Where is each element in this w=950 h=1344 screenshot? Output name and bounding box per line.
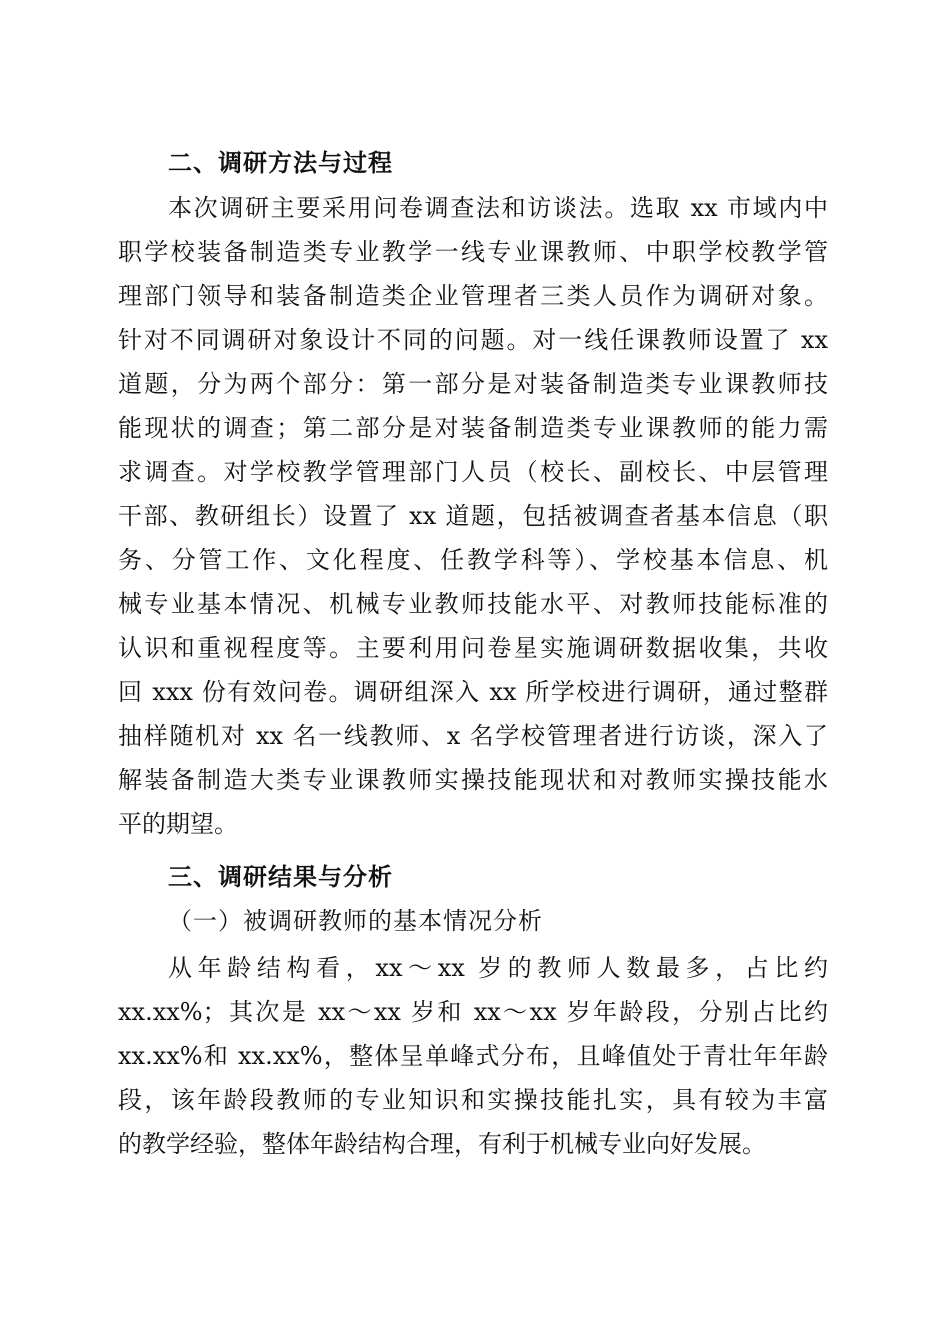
paragraph-line: 道题，分为两个部分：第一部分是对装备制造类专业课教师技 [118, 370, 828, 398]
paragraph-line: 针对不同调研对象设计不同的问题。对一线任课教师设置了 xx [118, 326, 828, 354]
paragraph-line: 理部门领导和装备制造类企业管理者三类人员作为调研对象。 [118, 282, 828, 310]
paragraph-line: xx.xx%；其次是 xx～xx 岁和 xx～xx 岁年龄段，分别占比约 [118, 998, 828, 1026]
paragraph-line: 干部、教研组长）设置了 xx 道题，包括被调查者基本信息（职 [118, 502, 828, 530]
paragraph-line: 本次调研主要采用问卷调查法和访谈法。选取 xx 市域内中 [168, 194, 828, 222]
paragraph-line: 平的期望。 [118, 810, 238, 838]
paragraph-line: 能现状的调查；第二部分是对装备制造类专业课教师的能力需 [118, 414, 828, 442]
paragraph-line: xx.xx%和 xx.xx%，整体呈单峰式分布，且峰值处于青壮年年龄 [118, 1042, 828, 1070]
paragraph-line: 械专业基本情况、机械专业教师技能水平、对教师技能标准的 [118, 590, 828, 618]
paragraph-line: 从年龄结构看，xx～xx 岁的教师人数最多，占比约 [168, 954, 828, 982]
paragraph-line: 抽样随机对 xx 名一线教师、x 名学校管理者进行访谈，深入了 [118, 722, 828, 750]
paragraph-line: 段，该年龄段教师的专业知识和实操技能扎实，具有较为丰富 [118, 1086, 828, 1114]
paragraph-line: 认识和重视程度等。主要利用问卷星实施调研数据收集，共收 [118, 634, 828, 662]
paragraph-line: 务、分管工作、文化程度、任教学科等）、学校基本信息、机 [118, 546, 828, 574]
paragraph-line: 的教学经验，整体年龄结构合理，有利于机械专业向好发展。 [118, 1130, 766, 1158]
paragraph-line: 职学校装备制造类专业教学一线专业课教师、中职学校教学管 [118, 238, 828, 266]
paragraph-line: 回 xxx 份有效问卷。调研组深入 xx 所学校进行调研，通过整群 [118, 678, 828, 706]
subsection-heading-teacher-profile: （一）被调研教师的基本情况分析 [168, 907, 543, 935]
paragraph-line: 求调查。对学校教学管理部门人员（校长、副校长、中层管理 [118, 458, 828, 486]
section-heading-methods: 二、调研方法与过程 [168, 149, 393, 177]
section-heading-results: 三、调研结果与分析 [168, 863, 393, 891]
paragraph-line: 解装备制造大类专业课教师实操技能现状和对教师实操技能水 [118, 766, 828, 794]
